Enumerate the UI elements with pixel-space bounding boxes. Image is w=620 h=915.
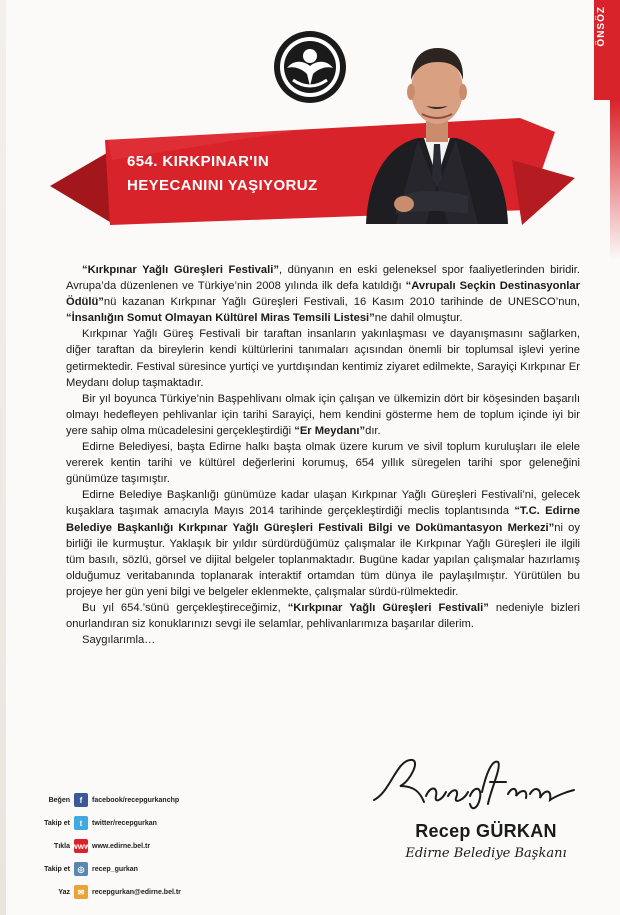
social-links bbox=[42, 790, 242, 905]
social-action-label: Takip et bbox=[44, 819, 70, 827]
mayor-portrait bbox=[356, 28, 516, 228]
paragraph-text: dır. bbox=[365, 424, 381, 437]
letter-body bbox=[66, 262, 580, 648]
heading-line-2: HEYECANINI YAŞIYORUZ bbox=[127, 177, 318, 194]
twitter-icon: t bbox=[74, 816, 88, 830]
instagram-icon: ◎ bbox=[74, 862, 88, 876]
emphasized-text: “Kırkpınar Yağlı Güreşleri Festivali” bbox=[287, 601, 489, 614]
web-icon: www bbox=[74, 839, 88, 853]
paragraph-text: , dünyanın en eski geleneksel spor faaliyetlerinden biridir. Avrupa’da düzenlenen ve Türkiye’nin 2008 yılında ilk defa katıldığı bbox=[66, 264, 580, 293]
social-handle[interactable]: www.edirne.bel.tr bbox=[92, 842, 151, 850]
paragraph-text: Bu yıl 654.’sünü gerçekleştireceğimiz, bbox=[82, 601, 288, 614]
mail-icon: ✉ bbox=[74, 885, 88, 899]
page-heading bbox=[127, 150, 367, 198]
section-tab-label: ÖNSÖZ bbox=[596, 6, 607, 47]
social-link[interactable] bbox=[42, 859, 242, 879]
social-link[interactable] bbox=[42, 836, 242, 856]
emphasized-text: “İnsanlığın Somut Olmayan Kültürel Miras Temsili Listesi” bbox=[66, 312, 375, 325]
signatory-title: Edirne Belediye Başkanı bbox=[405, 846, 567, 861]
body-paragraph bbox=[66, 326, 580, 390]
paragraph-text: Bir yıl boyunca Türkiye’nin Başpehlivanı olmak için çalışan ve ülkemizin dört bir köşesinden başarılı olmayı hedefleyen pehlivanlar için tarihi Sarayiçi, hem kendini gösterme hem de toplum içinde iyi bir yere sahip olma mücadelesini gerçekleştirdiği bbox=[66, 392, 580, 437]
emphasized-text: “Kırkpınar Yağlı Güreşleri Festivali” bbox=[82, 264, 279, 276]
body-paragraph bbox=[66, 262, 580, 326]
paragraph-text: Edirne Belediyesi, başta Edirne halkı başta olmak üzere kurum ve sivil toplum kuruluşları ile elele vererek kentin tarihi ve kültürel değerlerini korumuş, 654 yıllık süregelen tarihi spor geleneğini günümüze taşımıştır. bbox=[66, 441, 580, 486]
social-handle[interactable]: facebook/recepgurkanchp bbox=[92, 796, 180, 804]
heading-line-1: 654. KIRKPINAR'IN bbox=[127, 153, 270, 170]
facebook-icon: f bbox=[74, 793, 88, 807]
emphasized-text: “T.C. Edirne Belediye Başkanlığı Kırkpınar Yağlı Güreşleri Festivali Bilgi ve Dokümantasyon Merkezi” bbox=[66, 505, 580, 534]
social-handle[interactable]: recep_gurkan bbox=[92, 865, 138, 873]
paragraph-text: Edirne Belediye Başkanlığı günümüze kadar ulaşan Kırkpınar Yağlı Güreşleri Festivali’ni, gelecek kuşaklara taşımak amacıyla Mayıs 2014 tarihinde gerçekleştirdiği meclis toplantısında bbox=[66, 489, 580, 518]
paragraph-text: nü kazanan Kırkpınar Yağlı Güreşleri Festivali, 16 Kasım 2010 tarihinde de UNESCO’nun, bbox=[103, 296, 580, 309]
social-link[interactable] bbox=[42, 882, 242, 902]
body-paragraph bbox=[66, 439, 580, 487]
letter-paragraphs bbox=[66, 262, 580, 632]
body-paragraph bbox=[66, 391, 580, 439]
body-paragraph bbox=[66, 600, 580, 632]
social-link[interactable] bbox=[42, 813, 242, 833]
social-handle[interactable]: twitter/recepgurkan bbox=[92, 819, 157, 827]
paragraph-text: nedeniyle bizleri onurlandıran siz konuklarınızı sevgi ile selamlar, pehlivanlarımıza başarılar dilerim. bbox=[66, 601, 580, 631]
social-action-label: Takip et bbox=[44, 865, 70, 873]
social-link[interactable] bbox=[42, 790, 242, 810]
social-action-label: Yaz bbox=[58, 888, 70, 896]
paragraph-text: ne dahil olmuştur. bbox=[374, 312, 463, 325]
social-handle[interactable]: recepgurkan@edirne.bel.tr bbox=[92, 888, 181, 896]
handwritten-signature bbox=[370, 752, 580, 820]
paragraph-text: Kırkpınar Yağlı Güreş Festivali bir taraftan insanların yakınlaşması ve dayanışmasını sağlarken, diğer taraftan da bireylerin kendi kültürlerini tanımaları açısından önemli bir toplumsal işlevi yerine getirmektedir. Festival süresince yurtiçi ve yurtdışından kentimiz ziyaret edilmekte, Sarayiçi Kırkpınar Er Meydanı dolup taşmaktadır. bbox=[66, 328, 580, 389]
emphasized-text: “Avrupalı Seçkin Destinasyonlar Ödülü” bbox=[66, 280, 580, 309]
emphasized-text: “Er Meydanı” bbox=[294, 424, 366, 437]
kirkpinar-logo bbox=[273, 30, 347, 104]
body-paragraph bbox=[66, 487, 580, 600]
closing-line: Saygılarımla… bbox=[82, 634, 156, 647]
paragraph-text: ni oy birliği ile kurmuştur. Yaklaşık bir yıldır sürdürdüğümüz çalışmalar ile Kırkpınar Yağlı Güreşleri ile ilgili tüm basılı, sözlü, görsel ve dijital belgeler toplanmaktadır. Bugüne kadar yapılan çalışmalar hazırlamış olduğumuz veritabanında toplanarak interaktif ortamdan tüm dünya ile paylaşılmıştır. Yürütülen bu projeye her gün yeni bilgi ve belgeler eklenmekte, çalışmalar sürdü-rülmektedir. bbox=[66, 521, 580, 598]
social-action-label: Tıkla bbox=[54, 842, 70, 850]
social-action-label: Beğen bbox=[48, 796, 70, 804]
signatory-name: Recep GÜRKAN bbox=[415, 821, 557, 841]
